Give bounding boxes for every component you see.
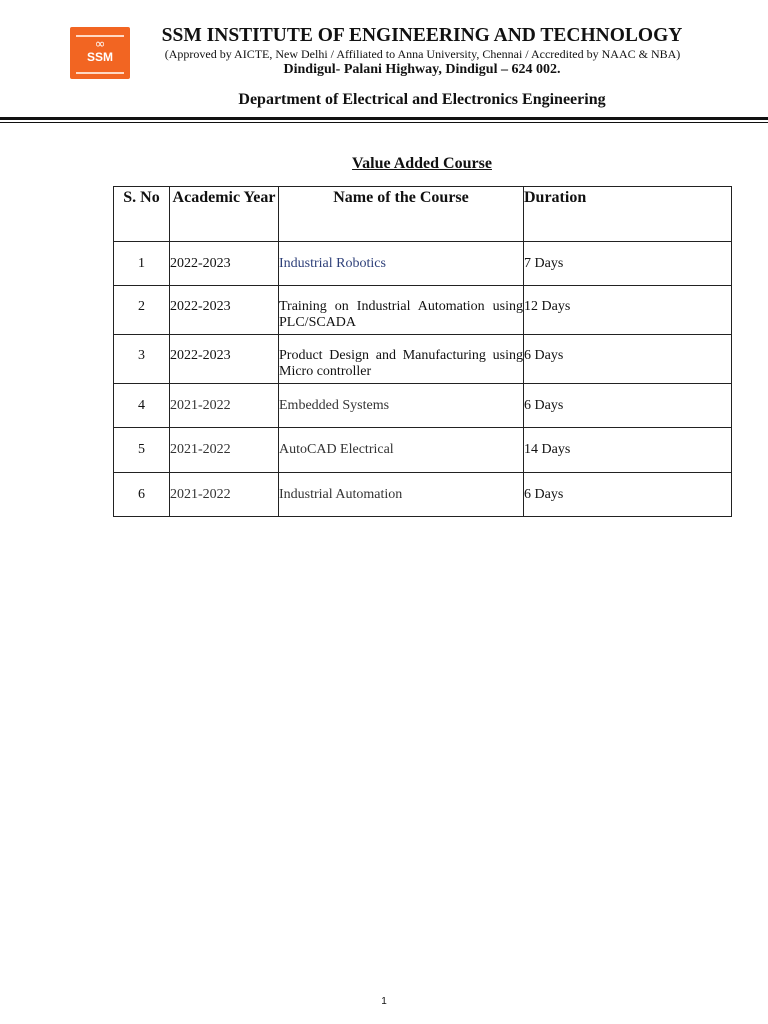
logo-stripe-bottom [76,72,124,74]
cell-year: 2022-2023 [170,286,279,335]
cell-sno: 4 [114,384,170,428]
cell-year: 2021-2022 [170,384,279,428]
table-row [114,286,732,335]
table-row [114,473,732,517]
cell-year: 2022-2023 [170,242,279,286]
table-header-row [114,187,732,242]
table-row [114,384,732,428]
table-title: Value Added Course [352,155,492,172]
header-sno: S. No [114,187,170,242]
cell-course-name: Product Design and Manufacturing using Micro controller [279,335,524,384]
institution-logo [70,27,130,79]
address-line: Dindigul- Palani Highway, Dindigul – 624 002. [283,62,561,77]
header-academic-year: Academic Year [170,187,279,242]
cell-sno: 3 [114,335,170,384]
cell-duration: 6 Days [524,335,732,384]
cell-course-name: Industrial Robotics [279,242,524,286]
table-row [114,242,732,286]
header-divider-thin [0,122,768,123]
cell-duration: 7 Days [524,242,732,286]
page-number: 1 [381,996,387,1007]
department-title: Department of Electrical and Electronics Engineering [238,91,606,108]
cell-course-name: AutoCAD Electrical [279,428,524,473]
cell-sno: 6 [114,473,170,517]
cell-duration: 12 Days [524,286,732,335]
logo-text: SSM [86,50,113,64]
table-row [114,335,732,384]
course-table [113,186,732,517]
header-divider-thick [0,117,768,120]
approval-line: (Approved by AICTE, New Delhi / Affiliated to Anna University, Chennai / Accredited by NAAC & NBA) [164,47,681,61]
cell-course-name: Industrial Automation [279,473,524,517]
cell-sno: 2 [114,286,170,335]
cell-course-name: Training on Industrial Automation using PLC/SCADA [279,286,524,335]
cell-year: 2021-2022 [170,473,279,517]
cell-course-name: Embedded Systems [279,384,524,428]
table-row [114,428,732,473]
institution-name: SSM INSTITUTE OF ENGINEERING AND TECHNOLOGY [161,25,683,46]
cell-sno: 1 [114,242,170,286]
cell-duration: 6 Days [524,473,732,517]
cell-duration: 14 Days [524,428,732,473]
cell-duration: 6 Days [524,384,732,428]
cell-year: 2022-2023 [170,335,279,384]
header-duration: Duration [524,187,732,242]
cell-sno: 5 [114,428,170,473]
header-course-name: Name of the Course [279,187,524,242]
infinity-icon: ∞ [94,37,106,52]
cell-year: 2021-2022 [170,428,279,473]
